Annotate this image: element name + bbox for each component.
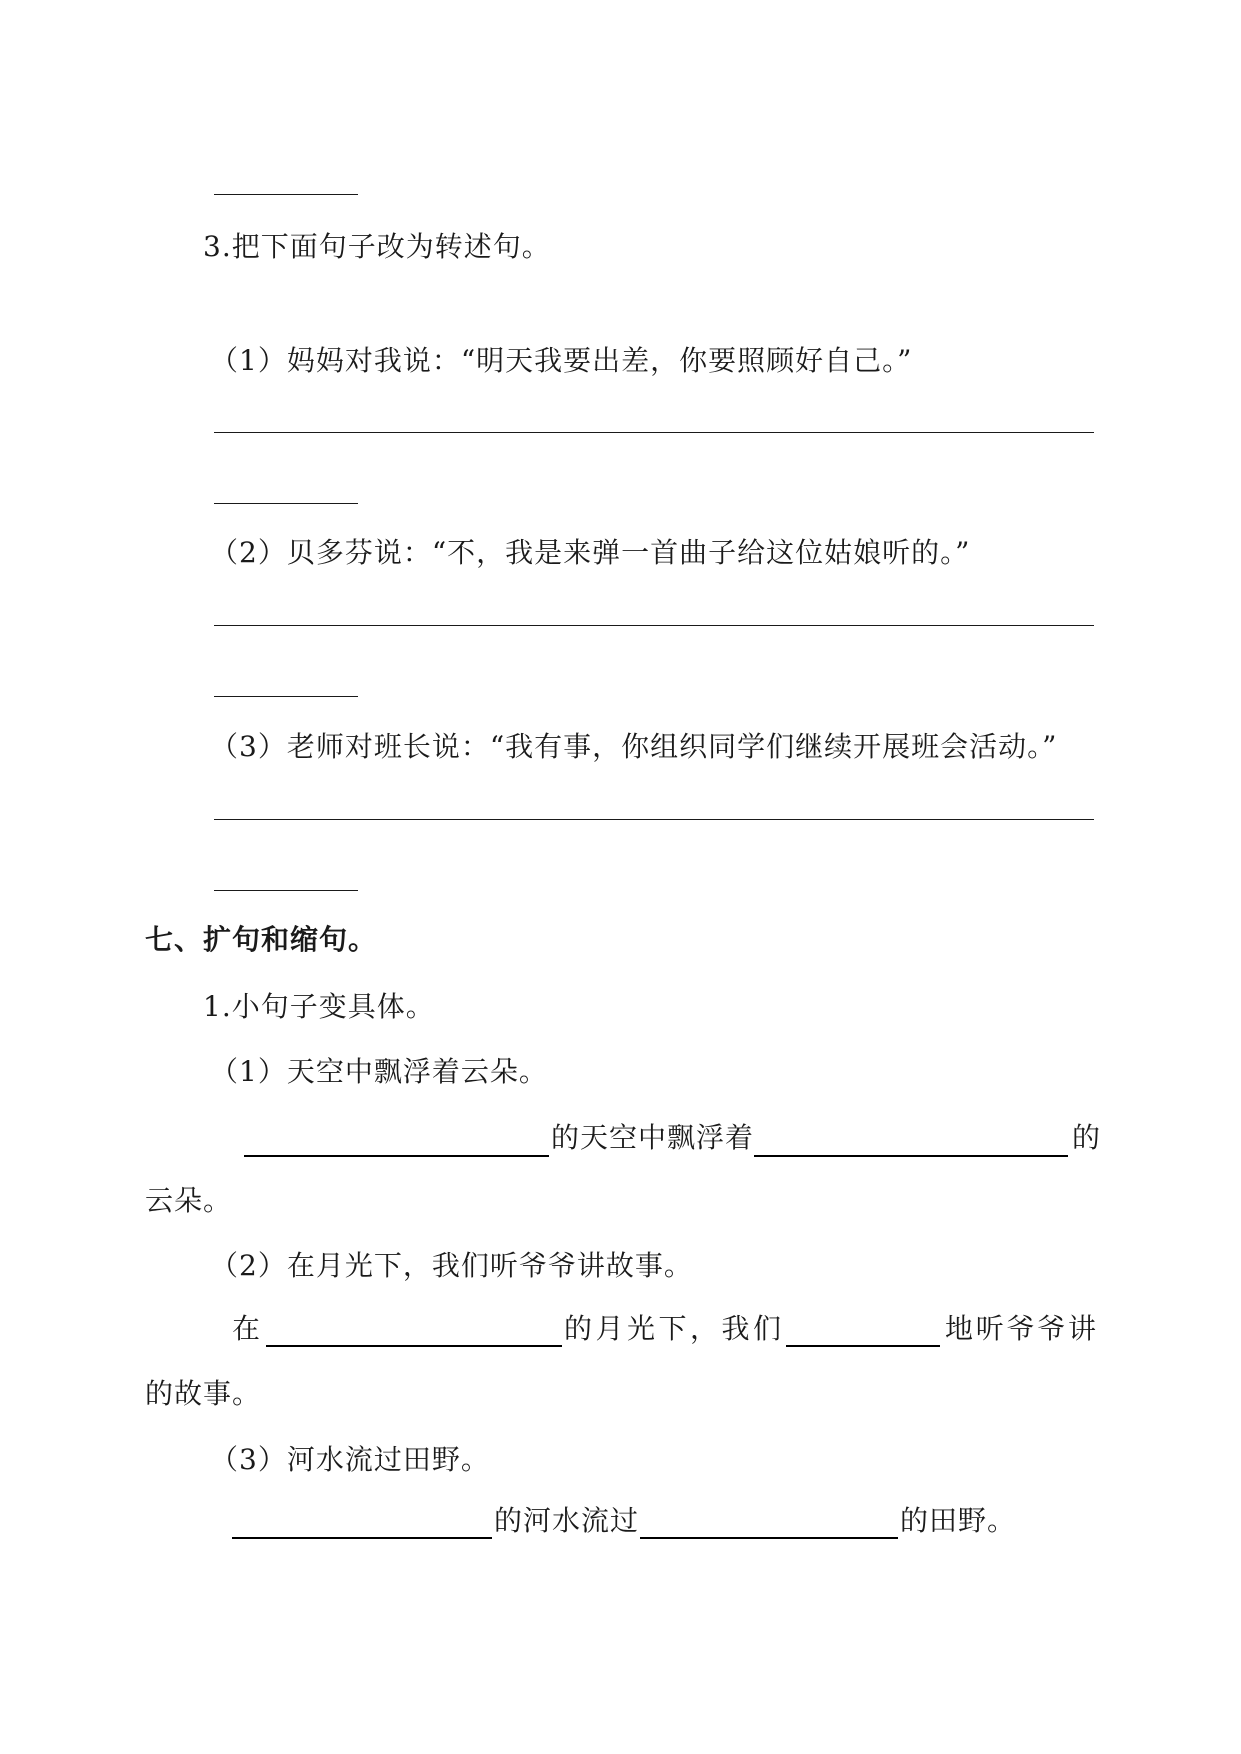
fill-blank[interactable] <box>244 1155 549 1157</box>
answer-line[interactable] <box>214 890 358 891</box>
answer-line[interactable] <box>214 819 1094 820</box>
fill-text: 的 <box>1072 1121 1102 1154</box>
fill-text: 的河水流过 <box>494 1504 640 1537</box>
fill-blank[interactable] <box>232 1537 492 1539</box>
answer-line[interactable] <box>214 625 1094 626</box>
question-item: （3）河水流过田野。 <box>210 1443 490 1476</box>
question-item: （1）妈妈对我说：“明天我要出差，你要照顾好自己。” <box>210 344 913 377</box>
question-title: 3.把下面句子改为转述句。 <box>203 230 551 263</box>
fill-text: 地听爷爷讲 <box>945 1312 1097 1345</box>
fill-blank[interactable] <box>640 1537 898 1539</box>
fill-text: 的月光下，我们 <box>564 1312 782 1345</box>
question-item: （2）在月光下，我们听爷爷讲故事。 <box>210 1249 693 1282</box>
fill-blank[interactable] <box>266 1345 562 1347</box>
fill-text: 的故事。 <box>145 1377 262 1410</box>
answer-line[interactable] <box>214 696 358 697</box>
question-item: （2）贝多芬说：“不，我是来弹一首曲子给这位姑娘听的。” <box>210 536 971 569</box>
fill-text: 云朵。 <box>145 1184 233 1217</box>
answer-line[interactable] <box>214 503 358 504</box>
fill-blank[interactable] <box>754 1155 1068 1157</box>
section-heading: 七、扩句和缩句。 <box>145 923 378 956</box>
fill-text: 在 <box>232 1312 262 1345</box>
question-item: （1）天空中飘浮着云朵。 <box>210 1055 548 1088</box>
answer-line[interactable] <box>214 432 1094 433</box>
answer-line[interactable] <box>214 194 358 195</box>
question-title: 1.小句子变具体。 <box>203 990 435 1023</box>
fill-text: 的田野。 <box>900 1504 1017 1537</box>
fill-text: 的天空中飘浮着 <box>551 1121 755 1154</box>
question-item: （3）老师对班长说：“我有事，你组织同学们继续开展班会活动。” <box>210 730 1058 763</box>
fill-blank[interactable] <box>786 1345 940 1347</box>
